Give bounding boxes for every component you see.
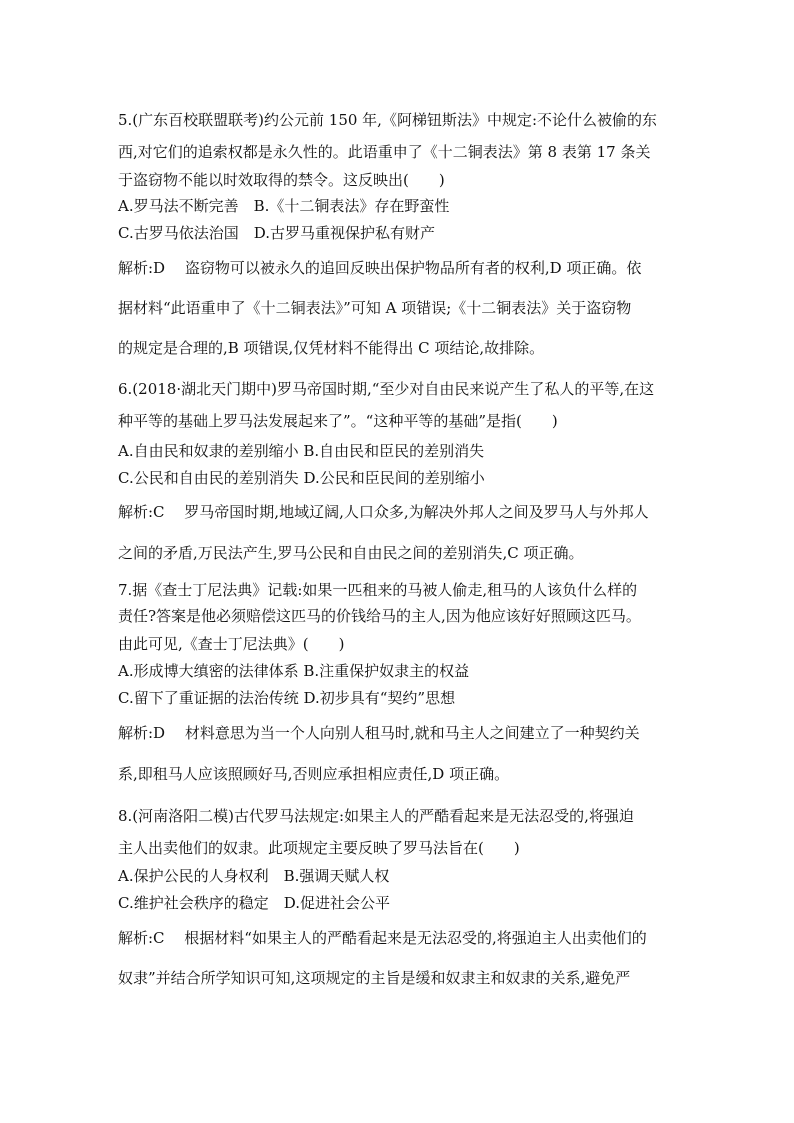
question-7-option-line-2: C.留下了重证据的法治传统 D.初步具有“契约”思想: [118, 689, 456, 707]
question-8-analysis-line-2: 奴隶”并结合所学知识可知,这项规定的主旨是缓和奴隶主和奴隶的关系,避免严: [118, 969, 631, 987]
question-7-option-line-1: A.形成博大缜密的法律体系 B.注重保护奴隶主的权益: [118, 662, 470, 680]
question-5-analysis-line-2: 据材料“此语重申了《十二铜表法》”可知 A 项错误;《十二铜表法》关于盗窃物: [118, 299, 632, 317]
question-7-analysis-line-2: 系,即租马人应该照顾好马,否则应承担相应责任,D 项正确。: [118, 765, 510, 783]
question-6-analysis-line-2: 之间的矛盾,万民法产生,罗马公民和自由民之间的差别消失,C 项正确。: [118, 544, 584, 562]
question-8-option-line-2: C.维护社会秩序的稳定 D.促进社会公平: [118, 894, 390, 912]
question-6-analysis-line-1: 解析:C 罗马帝国时期,地域辽阔,人口众多,为解决外邦人之间及罗马人与外邦人: [118, 503, 649, 521]
question-8-stem-line-1: 8.(河南洛阳二模)古代罗马法规定:如果主人的严酷看起来是无法忍受的,将强迫: [118, 807, 634, 825]
question-5-stem-line-1: 5.(广东百校联盟联考)约公元前 150 年,《阿梯钮斯法》中规定:不论什么被偷的东: [118, 111, 658, 129]
question-7-stem-line-2: 责任?答案是他必须赔偿这匹马的价钱给马的主人,因为他应该好好照顾这匹马。: [118, 607, 641, 625]
question-6-option-line-1: A.自由民和奴隶的差别缩小 B.自由民和臣民的差别消失: [118, 442, 485, 460]
question-7-analysis-line-1: 解析:D 材料意思为当一个人向别人租马时,就和马主人之间建立了一种契约关: [118, 724, 640, 742]
question-5-stem-line-3: 于盗窃物不能以时效取得的禁令。这反映出( ): [118, 171, 445, 189]
question-8-option-line-1: A.保护公民的人身权利 B.强调天赋人权: [118, 867, 390, 885]
question-6-stem-line-1: 6.(2018·湖北天门期中)罗马帝国时期,“至少对自由民来说产生了私人的平等,在这: [118, 380, 655, 398]
question-5-analysis-line-3: 的规定是合理的,B 项错误,仅凭材料不能得出 C 项结论,故排除。: [118, 339, 545, 357]
question-5-analysis-line-1: 解析:D 盗窃物可以被永久的追回反映出保护物品所有者的权利,D 项正确。依: [118, 259, 642, 277]
question-6-stem-line-2: 种平等的基础上罗马法发展起来了”。“这种平等的基础”是指( ): [118, 412, 558, 430]
question-6-option-line-2: C.公民和自由民的差别消失 D.公民和臣民间的差别缩小: [118, 469, 485, 487]
question-5-stem-line-2: 西,对它们的追索权都是永久性的。此语重申了《十二铜表法》第 8 表第 17 条关: [118, 143, 651, 161]
question-5-option-line-2: C.古罗马依法治国 D.古罗马重视保护私有财产: [118, 224, 435, 242]
question-8-analysis-line-1: 解析:C 根据材料“如果主人的严酷看起来是无法忍受的,将强迫主人出卖他们的: [118, 929, 647, 947]
question-5-option-line-1: A.罗马法不断完善 B.《十二铜表法》存在野蛮性: [118, 197, 450, 215]
question-7-stem-line-3: 由此可见,《查士丁尼法典》( ): [118, 635, 345, 653]
question-7-stem-line-1: 7.据《查士丁尼法典》记载:如果一匹租来的马被人偷走,租马的人该负什么样的: [118, 581, 638, 599]
question-8-stem-line-2: 主人出卖他们的奴隶。此项规定主要反映了罗马法旨在( ): [118, 839, 520, 857]
